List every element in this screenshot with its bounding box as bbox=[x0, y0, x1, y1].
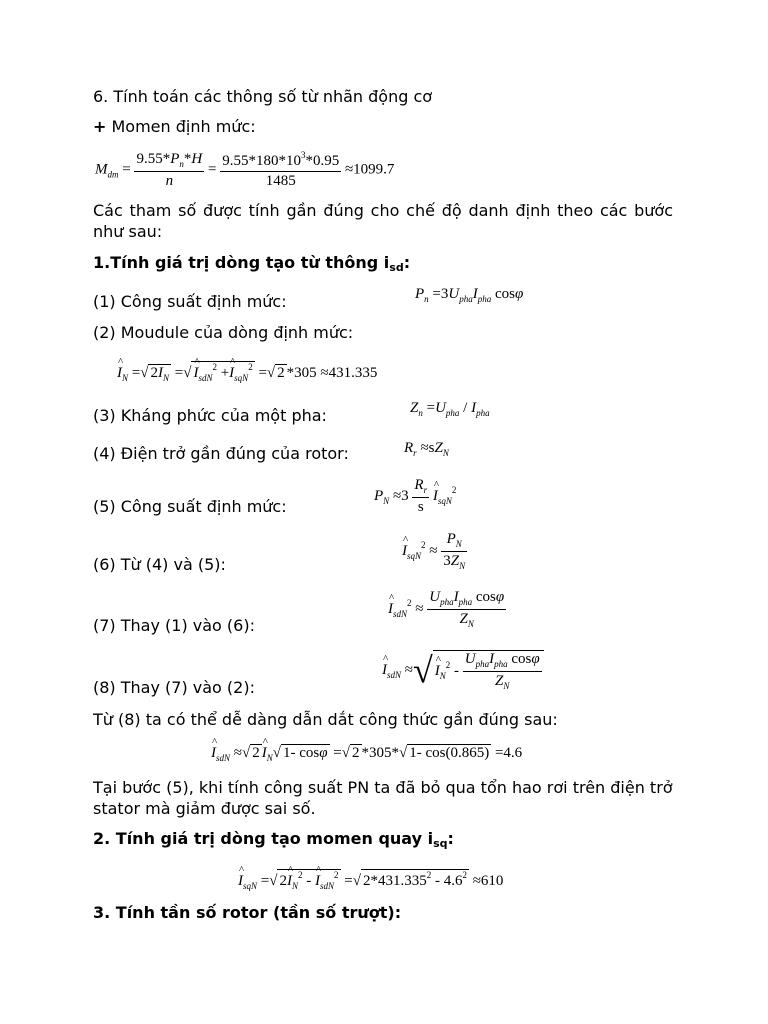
equation-isq-squared: ^ $I_{sqN}^2$ ≈ $\frac{P_N}{3Z_N}$ bbox=[402, 532, 467, 571]
step-6-label: (6) Từ (4) và (5): bbox=[93, 555, 226, 574]
section-heading-2: 2. Tính giá trị dòng tạo momen quay $i_{sq}$: bbox=[93, 829, 454, 850]
equation-power-phase: $P_n =3U_{pha}I_{pha}$ cosφ bbox=[415, 286, 524, 304]
section-heading-1: 1.Tính giá trị dòng tạo từ thông $i_{sd}$: bbox=[93, 253, 411, 274]
torque-fraction-symbolic: $\frac{9.55*P_n*H}{n}$ bbox=[136, 150, 203, 189]
equation-isq-value: ^ $I_{sqN}$ =√ 2^ $I_N^2$ - ^ $I_{sdN}^2$ =√ $2*431.335^2 - 4.6^2 \approx 610$ bbox=[238, 869, 503, 891]
equation-rated-torque: $M_{dm}$ = $\frac{9.55*P_n*H}{n}$ = $\frac{9.55*180*10^3*0.95}{1485}$ ≈1099.7 bbox=[95, 150, 395, 189]
equation-rotor-resistance: $R_r \approx sZ_N$ bbox=[404, 440, 449, 458]
plus-sign: + bbox=[93, 117, 107, 136]
torque-fraction-numeric: $\frac{9.55*180*10^3*0.95}{1485}$ bbox=[222, 150, 340, 189]
step-5-label: (5) Công suất định mức: bbox=[93, 497, 287, 516]
step-8-label: (8) Thay (7) vào (2): bbox=[93, 678, 255, 697]
step-4-label: (4) Điện trở gần đúng của rotor: bbox=[93, 444, 349, 463]
equation-current-module: ^ $I_N$ =√ $2I_N$ =√^ $I_{sdN}^2$ +^ $I_{sqN}^2$ =√ 2 *305 ≈431.335 bbox=[117, 361, 377, 383]
step-2-label: (2) Moudule của dòng định mức: bbox=[93, 323, 354, 342]
section-heading-6: 6. Tính toán các thông số từ nhãn động cơ bbox=[93, 87, 433, 106]
intro-paragraph: Các tham số được tính gần đúng cho chế độ danh định theo các bước như sau: bbox=[93, 201, 673, 241]
equation-impedance: $Z_n =U_{pha} / I_{pha}$ bbox=[410, 400, 490, 418]
derivation-note: Từ (8) ta có thể dễ dàng dẫn dắt công thức gần đúng sau: bbox=[93, 710, 558, 729]
momen-label bbox=[93, 117, 256, 137]
torque-result: ≈1099.7 bbox=[344, 161, 395, 178]
section-heading-3: 3. Tính tần số rotor (tần số trượt): bbox=[93, 903, 402, 922]
equation-isd-approx: ^ $I_{sdN}$ ≈√ 2^ $I_N√$ 1- cosφ =√ 2 *305*√ 1- cos(0.865) =4.6 bbox=[211, 744, 522, 763]
step-1-label: (1) Công suất định mức: bbox=[93, 292, 287, 311]
stator-loss-paragraph: Tại bước (5), khi tính công suất PN ta đã bỏ qua tổn hao rơi trên điện trở stator mà giảm được sai số. bbox=[93, 778, 673, 818]
equation-power-approx: $P_N \approx 3$ $\frac{R_r}{s}$ ^ $I_{sqN}^2$ bbox=[374, 478, 456, 515]
momen-text: Momen định mức: bbox=[106, 117, 256, 136]
step-3-label: (3) Kháng phức của một pha: bbox=[93, 406, 327, 425]
equation-isd-root: ^ $I_{sdN}$ ≈√^ $I_N^2$ - $\frac{U_{pha}I_{pha} \cos\varphi}{Z_N}$ bbox=[382, 650, 544, 691]
step-7-label: (7) Thay (1) vào (6): bbox=[93, 616, 255, 635]
equation-isd-squared: ^ $I_{sdN}^2$ ≈ $\frac{U_{pha}I_{pha} \cos\varphi}{Z_N}$ bbox=[388, 590, 506, 629]
